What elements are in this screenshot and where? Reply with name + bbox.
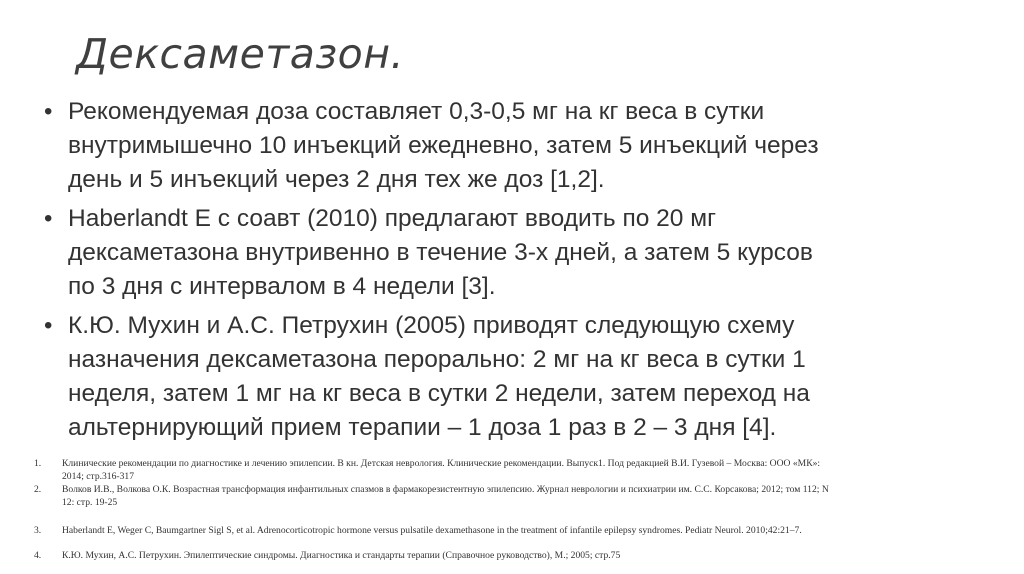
slide-title: Дексаметазон. xyxy=(76,30,405,78)
reference-item xyxy=(34,483,964,509)
reference-number: 3. xyxy=(34,525,42,536)
reference-item xyxy=(34,524,964,537)
bullet-list xyxy=(44,95,944,450)
reference-list xyxy=(34,457,964,562)
reference-text-line: Haberlandt E, Weger C, Baumgartner Sigl S, et al. Adrenocorticotropic hormone versus pulsatile dexamethasone in the treatment of infantile epilepsy syndromes. Pediatr Neurol. 2010;42:21–7. xyxy=(62,525,802,536)
bullet-item xyxy=(44,202,944,304)
bullet-text-line: неделя, затем 1 мг на кг веса в сутки 2 недели, затем переход на xyxy=(68,380,810,407)
bullet-text-line: альтернирующий прием терапии – 1 доза 1 раз в 2 – 3 дня [4]. xyxy=(68,414,777,441)
reference-item xyxy=(34,457,964,483)
bullet-item xyxy=(44,309,944,445)
bullet-text-line: внутримышечно 10 инъекций ежедневно, затем 5 инъекций через xyxy=(68,132,819,159)
bullet-dot-icon: • xyxy=(44,98,53,125)
reference-number: 2. xyxy=(34,484,42,495)
bullet-text-line: Рекомендуемая доза составляет 0,3-0,5 мг на кг веса в сутки xyxy=(68,98,765,125)
reference-text-line: Клинические рекомендации по диагностике и лечению эпилепсии. В кн. Детская неврология. Клинические рекомендации. Выпуск1. Под редакцией В.И. Гузевой – Москва: ООО «МК»: xyxy=(62,458,821,469)
reference-item xyxy=(34,549,964,562)
reference-text-line: К.Ю. Мухин, А.С. Петрухин. Эпилептические синдромы. Диагностика и стандарты терапии (Справочное руководство), М.; 2005; стр.75 xyxy=(62,550,621,561)
bullet-text-line: день и 5 инъекций через 2 дня тех же доз [1,2]. xyxy=(68,166,605,193)
bullet-text-line: по 3 дня с интервалом в 4 недели [3]. xyxy=(68,273,496,300)
bullet-text-line: Haberlandt E с соавт (2010) предлагают вводить по 20 мг xyxy=(68,205,717,232)
bullet-text-line: назначения дексаметазона перорально: 2 мг на кг веса в сутки 1 xyxy=(68,346,806,373)
bullet-dot-icon: • xyxy=(44,312,53,339)
reference-text-line: 2014; стр.316-317 xyxy=(62,471,134,482)
bullet-dot-icon: • xyxy=(44,205,53,232)
reference-number: 4. xyxy=(34,550,42,561)
bullet-text-line: дексаметазона внутривенно в течение 3-х дней, а затем 5 курсов xyxy=(68,239,813,266)
bullet-item xyxy=(44,95,944,197)
reference-text-line: 12: стр. 19-25 xyxy=(62,497,118,508)
reference-number: 1. xyxy=(34,458,42,469)
reference-text-line: Волков И.В., Волкова О.К. Возрастная трансформация инфантильных спазмов в фармакорезистентную эпилепсию. Журнал неврологии и психиатрии им. С.С. Корсакова; 2012; том 112; N xyxy=(62,484,829,495)
bullet-text-line: К.Ю. Мухин и А.С. Петрухин (2005) приводят следующую схему xyxy=(68,312,795,339)
